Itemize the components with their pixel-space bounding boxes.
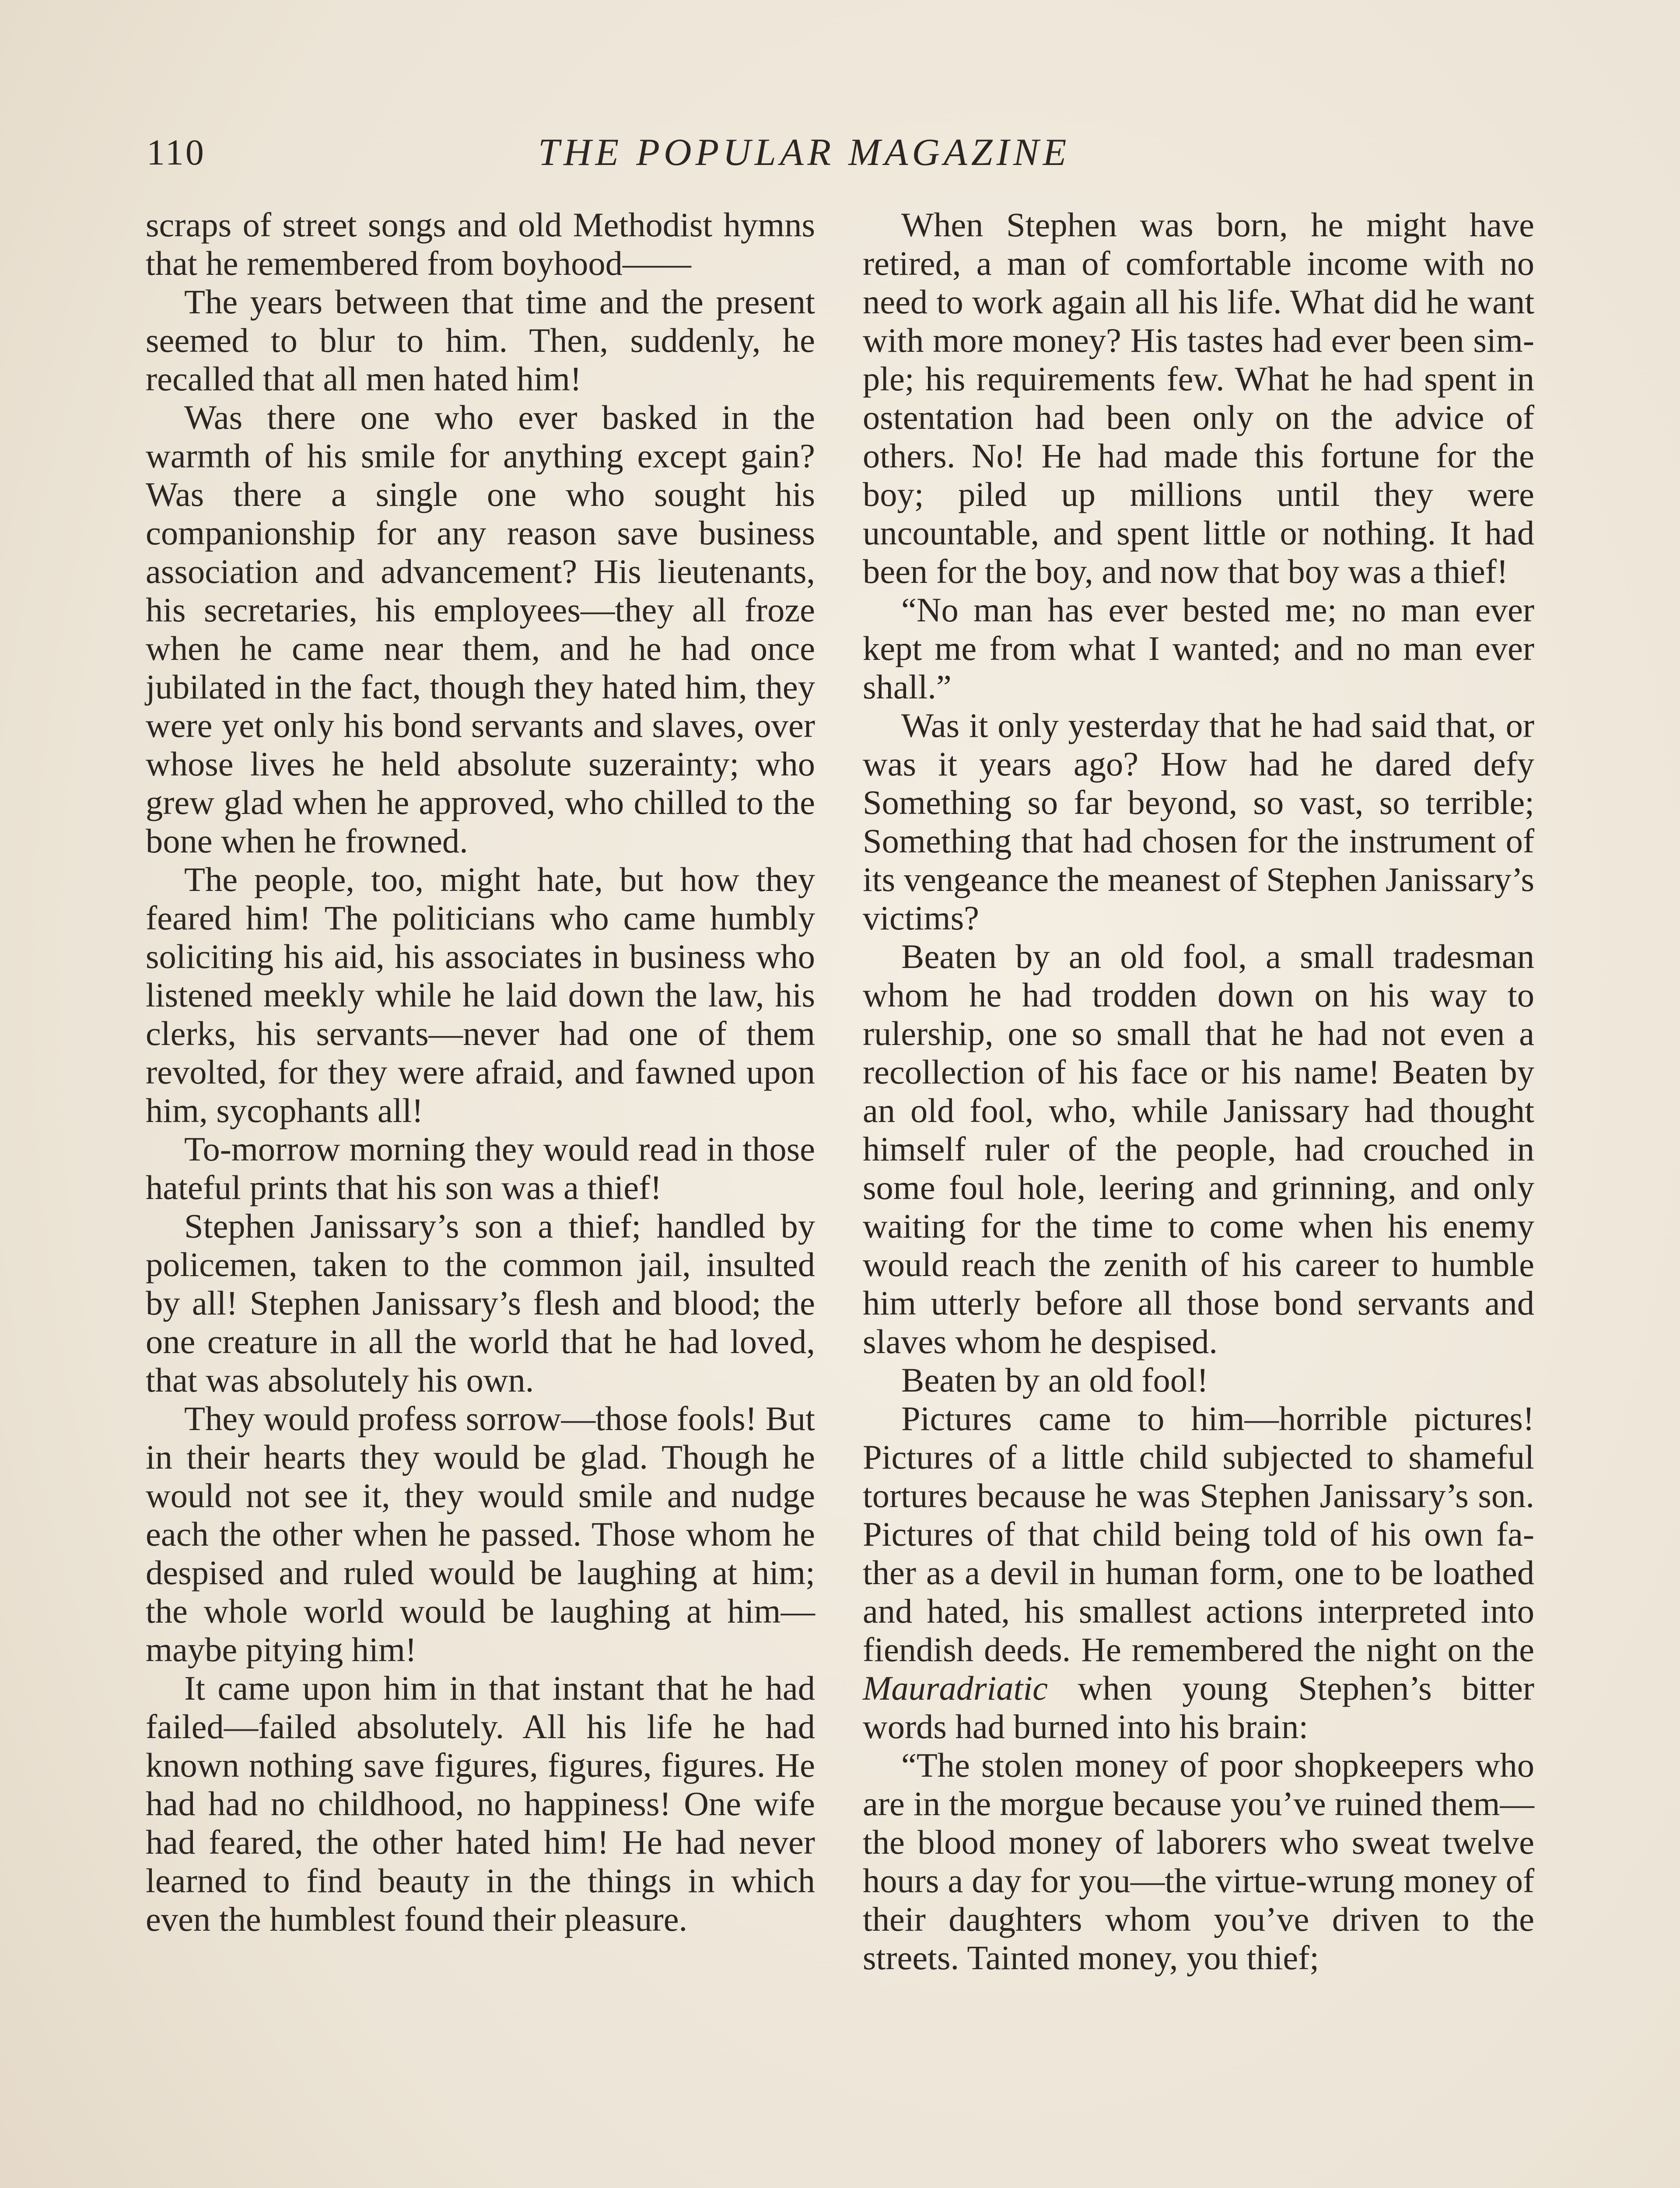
paragraph: Was there one who ever basked in the warmth of his smile for anything except gain? Was there a single one who sought his companionship for any reason save business association and advancement? His lieutenants, his secretaries, his employees—they all froze when he came near them, and he had once jubilated in the fact, though they hated him, they were yet only his bond servants and slaves, over whose lives he held absolute suzerainty; who grew glad when he approved, who chilled to the bone when he frowned.: [146, 398, 815, 860]
left-column: [146, 206, 815, 1939]
paragraph: Stephen Janissary’s son a thief; handled by policemen, taken to the common jail, insulted by all! Stephen Janissary’s flesh and blood; the one creature in all the world that he had loved, that was absolutely his own.: [146, 1207, 815, 1399]
paragraph: The years between that time and the present seemed to blur to him. Then, suddenly, he recalled that all men hated him!: [146, 283, 815, 398]
paragraph: They would profess sorrow—those fools! But in their hearts they would be glad. Though he would not see it, they would smile and nudge each the other when he passed. Those whom he despised and ruled would be laughing at him; the whole world would be laughing at him—maybe pitying him!: [146, 1399, 815, 1669]
page-number: 110: [147, 132, 206, 173]
paragraph: Beaten by an old fool!: [901, 1361, 1208, 1399]
paragraph: Was it only yesterday that he had said that, or was it years ago? How had he dared defy Something so far beyond, so vast, so terrible; Something that had chosen for the instrument of its vengeance the meanest of Stephen Janissary’s victims?: [863, 706, 1534, 937]
text-run: when young Stephen’s bitter words had burned into his brain:: [863, 1669, 1534, 1746]
right-column: [863, 206, 1534, 1977]
paragraph: scraps of street songs and old Methodist hymns that he remembered from boyhood——: [146, 206, 815, 282]
text-run: Pictures came to him—horrible pictures! Pictures of a little child subjected to shameful tortures because he was Stephen Janissary’s son. Pictures of that child being told of his own father as a devil in human form, one to be loathed and hated, his smallest actions interpreted into fiendish deeds. He remembered the night on the: [863, 1399, 1534, 1669]
paragraph: When Stephen was born, he might have retired, a man of comfortable income with no need to work again all his life. What did he want with more money? His tastes had ever been simple; his requirements few. What he had spent in ostentation had been only on the advice of others. No! He had made this fortune for the boy; piled up millions until they were uncountable, and spent little or nothing. It had been for the boy, and now that boy was a thief!: [863, 206, 1534, 590]
paragraph: The people, too, might hate, but how they feared him! The politicians who came humbly soliciting his aid, his associates in business who listened meekly while he laid down the law, his clerks, his servants—never had one of them revolted, for they were afraid, and fawned upon him, sycophants all!: [146, 860, 815, 1129]
paragraph: Beaten by an old fool, a small tradesman whom he had trodden down on his way to rulership, one so small that he had not even a recollection of his face or his name! Beaten by an old fool, who, while Janissary had thought himself ruler of the people, had crouched in some foul hole, leering and grinning, and only waiting for the time to come when his enemy would reach the zenith of his career to humble him utterly before all those bond servants and slaves whom he despised.: [863, 937, 1534, 1360]
quotation: “No man has ever bested me; no man ever kept me from what I wanted; and no man ever shall.”: [863, 591, 1534, 706]
ship-name: Mauradriatic: [863, 1669, 1048, 1707]
quotation: “The stolen money of poor shopkeepers who are in the morgue because you’ve ruined them—the blood money of laborers who sweat twelve hours a day for you—the virtue-wrung money of their daughters whom you’ve driven to the streets. Tainted money, you thief;: [863, 1746, 1534, 1977]
paragraph: To-morrow morning they would read in those hateful prints that his son was a thief!: [146, 1130, 815, 1206]
running-head: THE POPULAR MAGAZINE: [538, 131, 1071, 174]
paragraph: It came upon him in that instant that he had failed—failed absolutely. All his life he had known nothing save figures, figures, figures. He had had no childhood, no happiness! One wife had feared, the other hated him! He had never learned to find beauty in the things in which even the humblest found their pleasure.: [146, 1669, 815, 1938]
paragraph: [863, 1399, 1534, 1746]
